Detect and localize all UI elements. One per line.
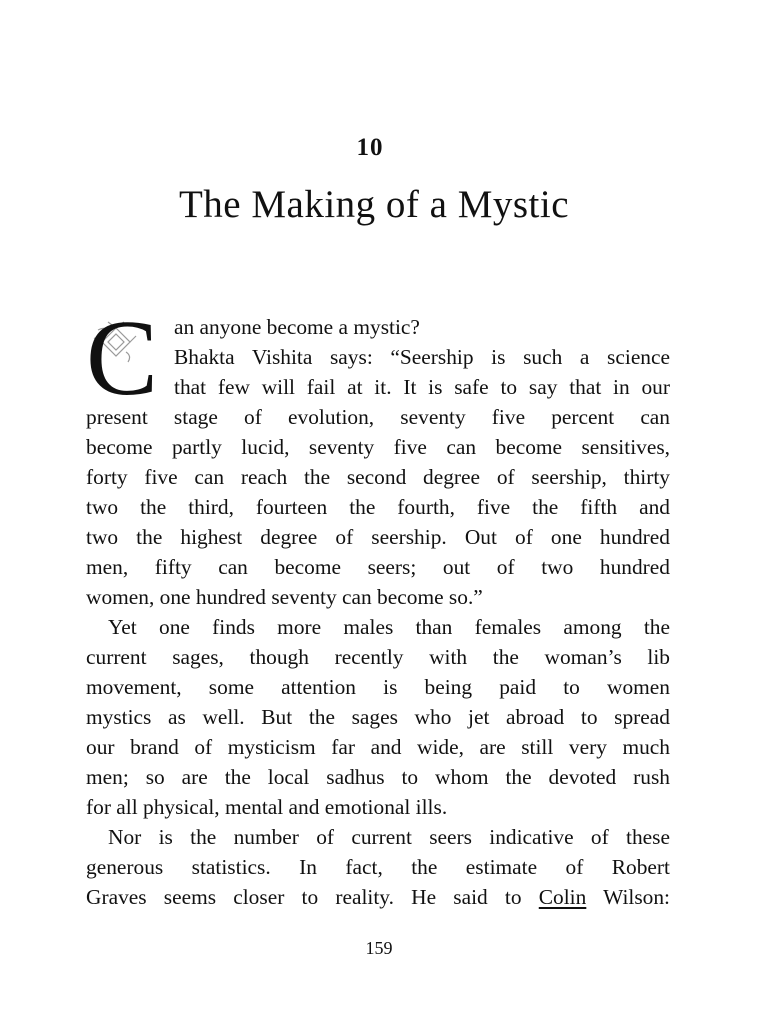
text-line: movement, some attention is being paid to women bbox=[86, 675, 670, 699]
text-line: men; so are the local sadhus to whom the devoted rush bbox=[86, 765, 670, 789]
text-line: present stage of evolution, seventy five percent can bbox=[86, 405, 670, 429]
text-line: generous statistics. In fact, the estimate of Robert bbox=[86, 855, 670, 879]
text-line: women, one hundred seventy can become so.” bbox=[86, 585, 483, 609]
text-line: for all physical, mental and emotional ills. bbox=[86, 795, 448, 819]
text-line: Nor is the number of current seers indicative of these bbox=[108, 825, 670, 849]
final-line-end: Wilson: bbox=[586, 885, 670, 909]
text-line: men, fifty can become seers; out of two hundred bbox=[86, 555, 670, 579]
text-line: an anyone become a mystic? bbox=[174, 315, 420, 339]
chapter-body bbox=[86, 312, 670, 912]
page-number: 159 bbox=[365, 938, 393, 958]
text-line: Bhakta Vishita says: “Seership is such a science bbox=[174, 345, 670, 369]
text-line: current sages, though recently with the woman’s lib bbox=[86, 645, 670, 669]
text-line: mystics as well. But the sages who jet abroad to spread bbox=[86, 705, 670, 729]
final-line-start: Graves seems closer to reality. He said to bbox=[86, 885, 539, 909]
text-line: two the third, fourteen the fourth, five the fifth and bbox=[86, 495, 670, 519]
chapter-number: 10 bbox=[356, 134, 384, 161]
text-line: become partly lucid, seventy five can become sensitives, bbox=[86, 435, 670, 459]
underlined-name: Colin bbox=[538, 885, 587, 909]
svg-text:C: C bbox=[86, 308, 159, 404]
text-line: that few will fail at it. It is safe to say that in our bbox=[174, 375, 670, 399]
text-line: our brand of mysticism far and wide, are still very much bbox=[86, 735, 670, 759]
text-line-final bbox=[86, 882, 670, 912]
chapter-title: The Making of a Mystic bbox=[178, 183, 570, 226]
text-line: Yet one finds more males than females among the bbox=[108, 615, 670, 639]
text-line: forty five can reach the second degree of seership, thirty bbox=[86, 465, 670, 489]
text-line: two the highest degree of seership. Out of one hundred bbox=[86, 525, 670, 549]
